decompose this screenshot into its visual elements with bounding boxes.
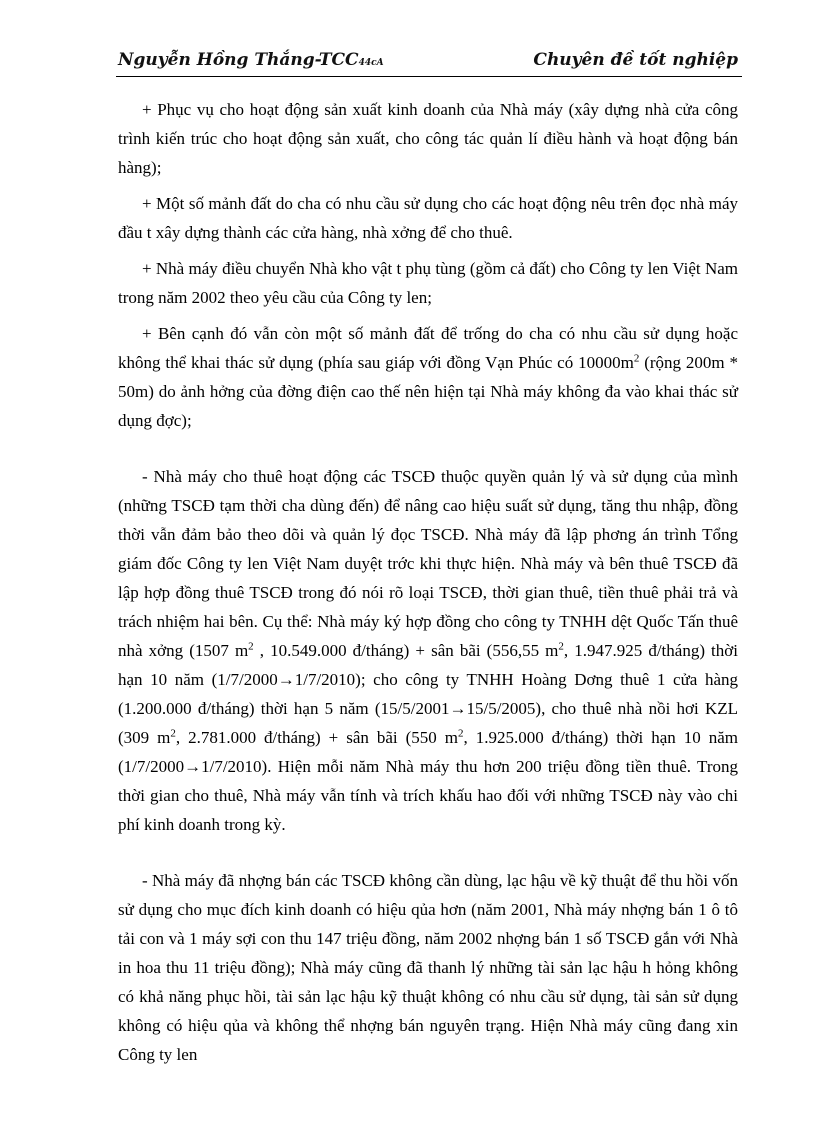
header-author-class: 44cA: [358, 58, 384, 68]
paragraph-warehouse-transfer: + Nhà máy điều chuyển Nhà kho vật t phụ tùng (gồm cả đất) cho Công ty len Việt Nam trong năm 2002 theo yêu cầu của Công ty len;: [118, 259, 738, 307]
paragraph-asset-disposal: - Nhà máy đã nhợng bán các TSCĐ không cần dùng, lạc hậu về kỹ thuật để thu hồi vốn sử dụng cho mục đích kinh doanh có hiệu qủa hơn (năm 2001, Nhà máy nhợng bán 1 ô tô tải con và 1 máy sợi con thu 147 triệu đồng, năm 2002 nhợng bán 1 số TSCĐ gắn với Nhà in hoa thu 11 triệu đồng); Nhà máy cũng đã thanh lý những tài sản lạc hậu h hỏng không có khả năng phục hồi, tài sản lạc hậu kỹ thuật không có nhu cầu sử dụng, tài sản sử dụng không có hiệu qủa và không thể nhợng bán nguyên trạng. Hiện Nhà máy cũng đang xin Công ty len: [118, 871, 738, 1064]
paragraph-asset-leasing: - Nhà máy cho thuê hoạt động các TSCĐ thuộc quyền quản lý và sử dụng của mình (những TSCĐ tạm thời cha dùng đến) để nâng cao hiệu suất sử dụng, tăng thu nhập, đồng thời vẫn đảm bảo theo dõi và quản lý đọc TSCĐ. Nhà máy đã lập phơng án trình Tổng giám đốc Công ty len Việt Nam duyệt trớc khi thực hiện. Nhà máy và bên thuê TSCĐ đã lập hợp đồng thuê TSCĐ trong đó nói rõ loại TSCĐ, thời gian thuê, tiền thuê phải trả và trách nhiệm hai bên. Cụ thể: Nhà máy ký hợp đồng cho công ty TNHH dệt Quốc Tấn thuê nhà xởng (1507 $m^2$ , 10.549.000 đ/tháng) + sân bãi (556,55 $m^2$, 1.947.925 đ/tháng) thời hạn 10 năm (1/7/2000→1/7/2010); cho công ty TNHH Hoàng Dơng thuê 1 cửa hàng (1.200.000 đ/tháng) thời hạn 5 năm (15/5/2001→15/5/2005), cho thuê nhà nồi hơi KZL (309 $m^2$, 2.781.000 đ/tháng) + sân bãi (550 $m^2$, 1.925.000 đ/tháng) thời hạn 10 năm (1/7/2000→1/7/2010). Hiện mỗi năm Nhà máy thu hơn 200 triệu đồng tiền thuê. Trong thời gian cho thuê, Nhà máy vẫn tính và trích khấu hao đối với những TSCĐ này vào chi phí kinh doanh trong kỳ.: [118, 467, 738, 834]
header-author: [118, 50, 384, 70]
header-title: Chuyên đề tốt nghiệp: [533, 50, 738, 70]
header-author-name: Nguyễn Hồng Thắng-TCC: [118, 50, 359, 70]
header-rule: [116, 76, 742, 77]
paragraph-production-use: + Phục vụ cho hoạt động sản xuất kinh doanh của Nhà máy (xây dựng nhà cửa công trình kiến trúc cho hoạt động sản xuất, cho công tác quản lí điều hành và hoạt động bán hàng);: [118, 100, 738, 177]
document-body: [118, 95, 738, 1069]
paragraph-unused-land: + Bên cạnh đó vẫn còn một số mảnh đất để trống do cha có nhu cầu sử dụng hoặc không thể khai thác sử dụng (phía sau giáp với đồng Vạn Phúc có $10000m^2$ (rộng 200m * 50m) do ảnh hởng của đờng điện cao thế nên hiện tại Nhà máy không đa vào khai thác sử dụng đợc);: [118, 324, 738, 430]
paragraph-land-leased: + Một số mảnh đất do cha có nhu cầu sử dụng cho các hoạt động nêu trên đọc nhà máy đầu t xây dựng thành các cửa hàng, nhà xởng để cho thuê.: [118, 194, 738, 242]
